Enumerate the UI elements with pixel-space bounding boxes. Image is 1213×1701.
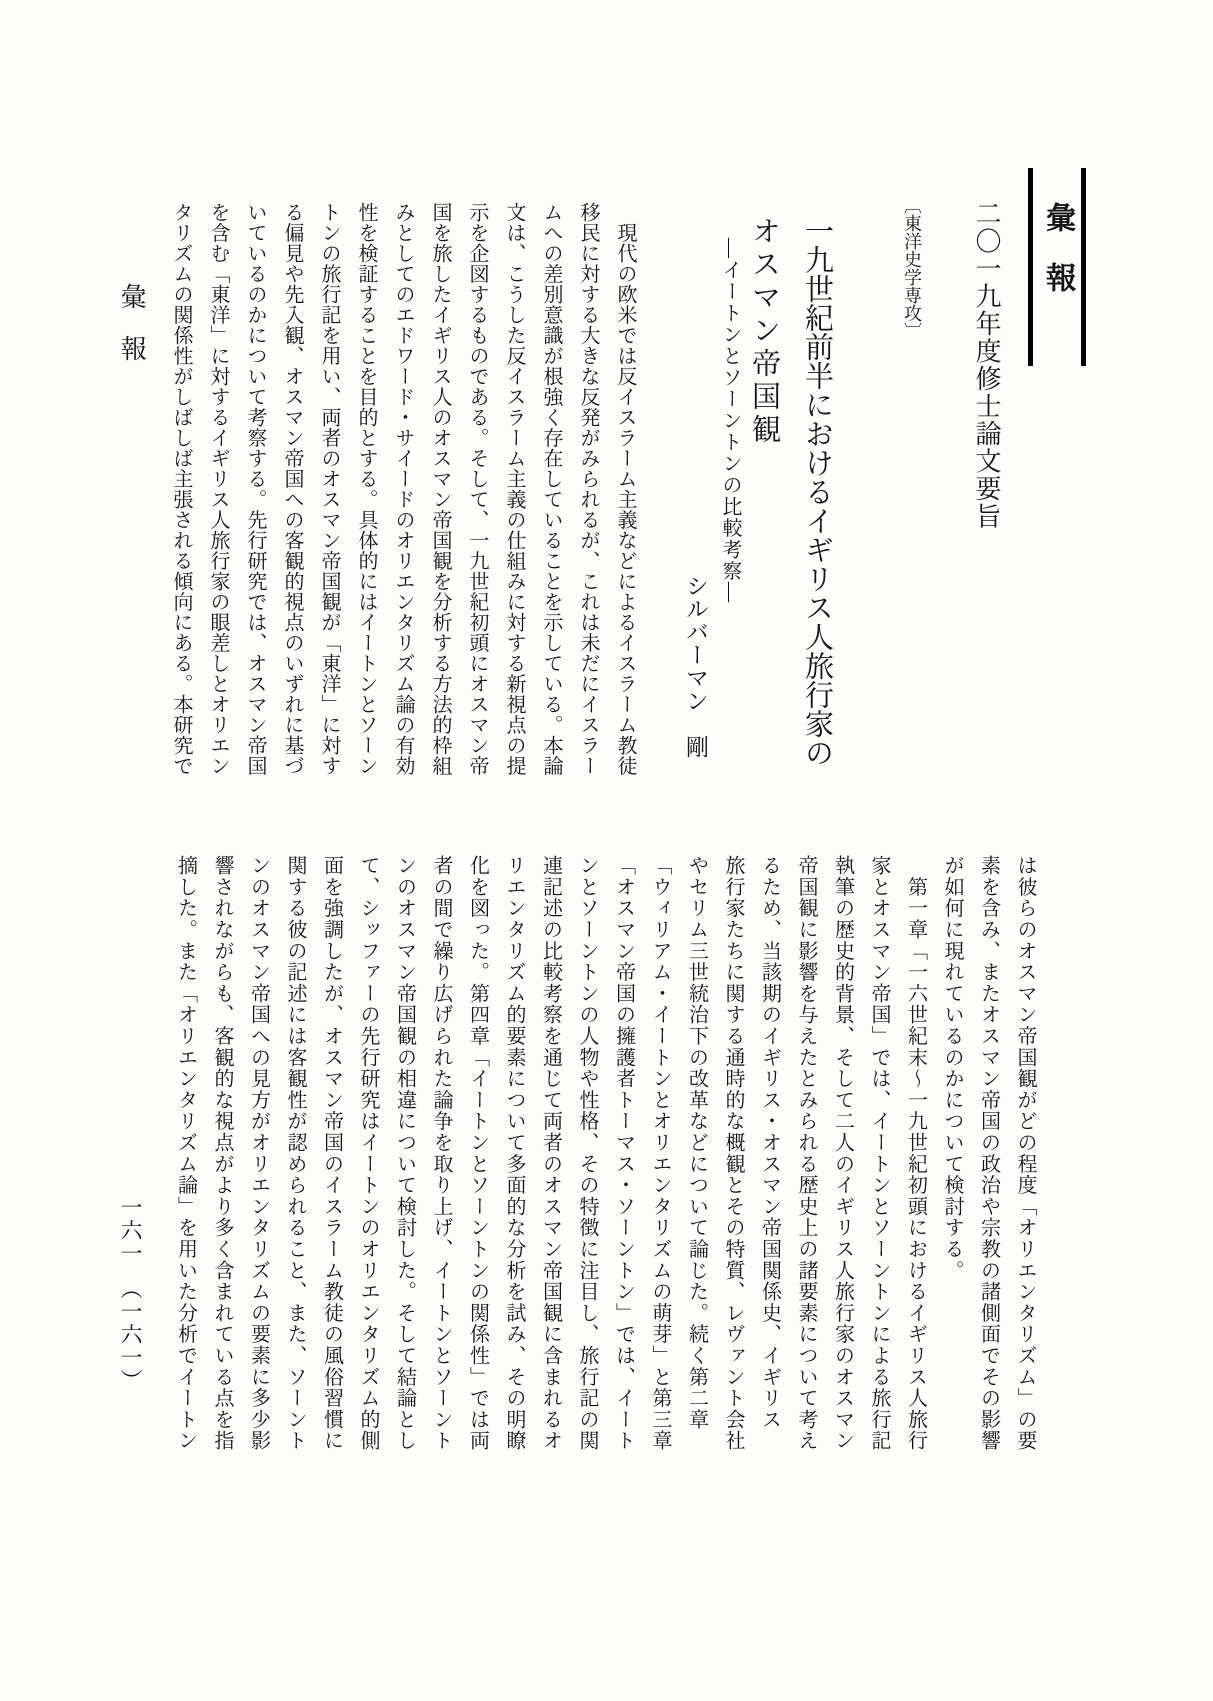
text-column: 第一章「一六世紀末〜一九世紀初頭におけるイギリス人旅行 xyxy=(904,855,927,1452)
text-column: 関する彼の記述には客観性が認められること、また、ソーント xyxy=(284,855,306,1452)
text-column: 旅行家たちに関する通時的な概観とその特質、レヴァント会社 xyxy=(722,855,744,1452)
text-column: 化を図った。第四章「イートンとソーントンの関係性」では両 xyxy=(466,855,489,1452)
text-column: 者の間で繰り広げられた論争を取り上げ、イートンとソーント xyxy=(430,855,452,1452)
text-column: いているのかについて考察する。先行研究では、オスマン帝国 xyxy=(244,202,266,776)
text-column: は彼らのオスマン帝国観がどの程度「オリエンタリズム」の要 xyxy=(1014,855,1036,1452)
text-column: トンの旅行記を用い、両者のオスマン帝国観が「東洋」に対す xyxy=(318,202,340,776)
text-column: るため、当該期のイギリス・オスマン帝国関係史、イギリス xyxy=(758,855,781,1431)
text-column: 「ウィリアム・イートンとオリエンタリズムの萌芽」と第三章 xyxy=(649,855,671,1452)
text-column: ンとソーントンの人物や性格、その特徴に注目し、旅行記の関 xyxy=(576,855,598,1452)
text-column: 連記述の比較考察を通じて両者のオスマン帝国観に含まれるオ xyxy=(539,855,562,1452)
text-column: リエンタリズム的要素について多面的な分析を試み、その明瞭 xyxy=(503,855,525,1452)
thesis-title-line2: オスマン帝国観 xyxy=(748,216,780,447)
text-column: 国を旅したイギリス人のオスマン帝国観を分析する方法的枠組 xyxy=(429,202,451,776)
text-column: 示を企図するものである。そして、一九世紀初頭にオスマン帝 xyxy=(466,202,488,776)
text-column: 現代の欧米では反イスラーム主義などによるイスラーム教徒 xyxy=(614,202,636,776)
thesis-subtitle: ―イートンとソーントンの比較考察― xyxy=(719,238,741,604)
text-column: 「オスマン帝国の擁護者トーマス・ソーントン」では、イート xyxy=(612,855,635,1452)
text-column: を含む「東洋」に対するイギリス人旅行家の眼差しとオリエン xyxy=(207,202,229,776)
thesis-title-line1: 一九世紀前半におけるイギリス人旅行家の xyxy=(801,216,833,767)
text-column: ンのオスマン帝国観の相違について検討した。そして結論とし xyxy=(393,855,416,1452)
running-head: 彙 報 xyxy=(117,283,146,361)
text-column: 文は、こうした反イスラーム主義の仕組みに対する新視点の提 xyxy=(503,202,525,776)
text-column: 家とオスマン帝国」では、イートンとソーントンによる旅行記 xyxy=(868,855,890,1452)
body-text-lower-block xyxy=(167,855,1043,1470)
page-number: 一六一 （一六一） xyxy=(118,1196,143,1392)
text-column: 摘した。また「オリエンタリズム論」を用いた分析でイートン xyxy=(174,855,197,1452)
text-column: ンのオスマン帝国への見方がオリエンタリズムの要素に多少影 xyxy=(247,855,270,1452)
text-column: が如何に現れているのかについて検討する。 xyxy=(941,855,963,1281)
text-column: る偏見や先入観、オスマン帝国への客観的視点のいずれに基づ xyxy=(281,202,303,776)
text-column: 響されながらも、客観的な視点がより多く含まれている点を指 xyxy=(211,855,233,1452)
body-text-upper-block xyxy=(162,202,643,787)
text-column: みとしてのエドワード・サイードのオリエンタリズム論の有効 xyxy=(392,202,414,776)
department-label: 〔東洋史学専攻〕 xyxy=(902,196,922,340)
text-column: タリズムの関係性がしばしば主張される傾向にある。本研究で xyxy=(170,202,192,776)
author-name: シルバーマン 剛 xyxy=(683,574,708,758)
text-column: て、シッファーの先行研究はイートンのオリエンタリズム的側 xyxy=(357,855,379,1452)
text-column: 移民に対する大きな反発がみられるが、これは未だにイスラー xyxy=(577,202,599,776)
section-header-boxed xyxy=(1028,168,1086,366)
text-column: 面を強調したが、オスマン帝国のイスラーム教徒の風俗習慣に xyxy=(320,855,343,1452)
text-column: 性を検証することを目的とする。具体的にはイートンとソーン xyxy=(355,202,377,776)
text-column: 素を含み、またオスマン帝国の政治や宗教の諸側面でその影響 xyxy=(977,855,1000,1452)
text-column: やセリム三世統治下の改革などについて論じた。続く第二章 xyxy=(685,855,708,1431)
text-column: 執筆の歴史的背景、そして二人のイギリス人旅行家のオスマン xyxy=(831,855,854,1452)
year-heading: 二〇一九年度修士論文要旨 xyxy=(972,200,1001,530)
text-column: ムへの差別意識が根強く存在していることを示している。本論 xyxy=(540,202,562,776)
section-header-label: 彙 報 xyxy=(1041,202,1074,292)
text-column: 帝国観に影響を与えたとみられる歴史上の諸要素について考え xyxy=(795,855,817,1452)
